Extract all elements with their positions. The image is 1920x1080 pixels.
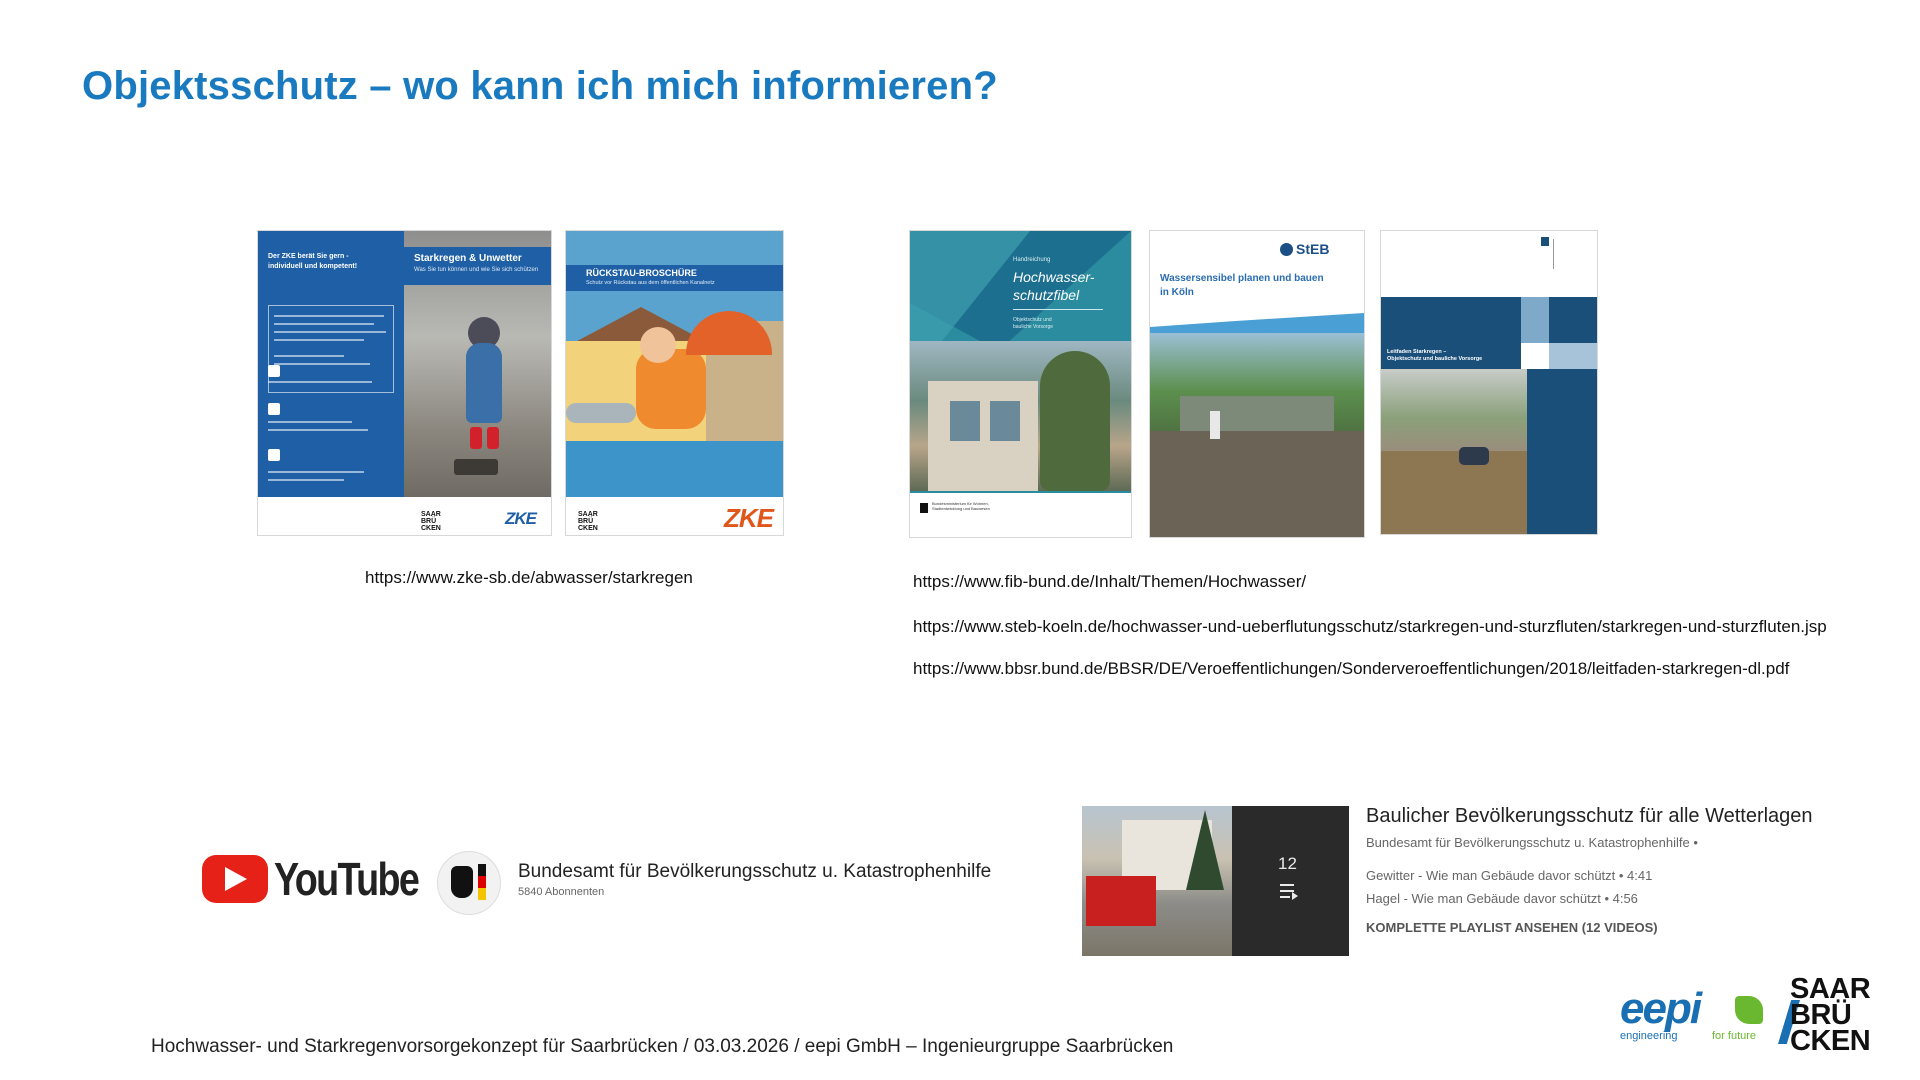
child-figure — [466, 343, 502, 423]
federal-eagle-icon — [451, 866, 473, 898]
saarbruecken-logo: SAAR BRÜ CKEN — [578, 511, 598, 532]
playlist-icon — [1292, 892, 1298, 900]
ministry-logo-icon — [1541, 237, 1549, 246]
cover-text-line — [274, 355, 344, 357]
eepi-tagline: for future — [1712, 1030, 1757, 1042]
cover-text-line — [274, 315, 384, 317]
cover-text-box — [268, 305, 394, 393]
slide-footer: Hochwasser- und Starkregenvorsorgekonzept für Saarbrücken / 03.03.2026 / eepi GmbH – Ingenieurgruppe Saarbrücken — [151, 1036, 1174, 1057]
mouse-icon — [268, 449, 280, 461]
german-flag-icon — [478, 864, 486, 900]
playlist-item[interactable]: Hagel - Wie man Gebäude davor schützt • 4:56 — [1366, 891, 1638, 906]
cover-title: Objektschutz und bauliche Vorsorge — [1387, 356, 1483, 362]
cover-subtitle: bauliche Vorsorge — [1013, 324, 1054, 330]
youtube-wordmark: YouTube — [274, 853, 419, 905]
flood-barrier — [1150, 431, 1364, 537]
worker-figure — [636, 349, 706, 429]
cover-title: Starkregen & Unwetter — [414, 253, 522, 264]
cover-subtitle: Schutz vor Rückstau aus dem öffentlichen Kanalnetz — [586, 280, 715, 286]
phone-icon — [268, 403, 280, 415]
playlist-icon — [1280, 896, 1290, 898]
cover-graphic — [1549, 297, 1597, 343]
cover-title: Hochwasser- — [1013, 269, 1095, 285]
cover-wave-graphic — [1150, 313, 1364, 333]
saarbruecken-logo: SAAR BRÜ CKEN — [1790, 973, 1871, 1057]
chat-icon — [268, 365, 280, 377]
zke-starkregen-cover — [258, 231, 551, 535]
cover-footer — [910, 493, 1131, 537]
fire-truck — [1086, 876, 1156, 926]
car — [1459, 447, 1489, 465]
cover-text-line — [274, 323, 374, 325]
cover-graphic — [1521, 297, 1549, 343]
link-steb-koeln[interactable]: https://www.steb-koeln.de/hochwasser-und-ueberflutungsschutz/starkregen-und-sturzfluten/starkregen-und-sturzfluten.jsp — [913, 617, 1827, 636]
cover-text-line — [274, 339, 364, 341]
eepi-tagline: engineering — [1620, 1030, 1678, 1042]
link-zke[interactable]: https://www.zke-sb.de/abwasser/starkregen — [365, 568, 693, 587]
steb-cover — [1150, 231, 1364, 537]
federal-eagle-icon — [920, 503, 928, 513]
steb-logo: StEB — [1280, 241, 1329, 257]
eepi-logo: eepi — [1620, 984, 1701, 1033]
cover-subtitle: Was Sie tun können und wie Sie sich schützen — [414, 267, 539, 273]
link-bbsr[interactable]: https://www.bbsr.bund.de/BBSR/DE/Veroeffentlichungen/Sonderveroeffentlichungen/2018/leitfaden-starkregen-dl.pdf — [913, 659, 1790, 678]
worker-head — [640, 327, 676, 363]
cover-subtitle: Objektschutz und — [1013, 317, 1052, 323]
leaf-icon — [1735, 996, 1763, 1024]
building-window — [990, 401, 1020, 441]
flood-water — [1381, 451, 1527, 534]
building-facade — [928, 381, 1038, 491]
cover-graphic — [1549, 343, 1597, 369]
saarbruecken-logo: SAAR BRÜ CKEN — [421, 511, 441, 532]
playlist-overlay — [1232, 806, 1349, 956]
slide-title: Objektsschutz – wo kann ich mich informieren? — [82, 64, 998, 108]
tree — [1040, 351, 1110, 491]
cover-title: Leitfaden Starkregen – — [1387, 349, 1447, 355]
playlist-item[interactable]: Gewitter - Wie man Gebäude davor schützt • 4:41 — [1366, 868, 1653, 883]
cover-title: Wassersensibel planen und bauen — [1160, 273, 1324, 284]
channel-name[interactable]: Bundesamt für Bevölkerungsschutz u. Katastrophenhilfe — [518, 861, 992, 882]
subscriber-count: 5840 Abonnenten — [518, 886, 605, 898]
cover-title: schutzfibel — [1013, 287, 1080, 303]
hochwasserschutzfibel-cover — [910, 231, 1131, 537]
person-figure — [1210, 411, 1220, 439]
playlist-thumbnail[interactable] — [1082, 806, 1349, 956]
cover-text-line — [274, 331, 386, 333]
view-full-playlist-link[interactable]: KOMPLETTE PLAYLIST ANSEHEN (12 VIDEOS) — [1366, 920, 1658, 935]
bbsr-leitfaden-cover — [1381, 231, 1597, 534]
cover-text-line — [268, 429, 368, 431]
play-triangle-icon — [225, 867, 247, 891]
red-boot — [470, 427, 482, 449]
cover-title: in Köln — [1160, 287, 1194, 298]
street-drain — [454, 459, 498, 475]
red-boot — [487, 427, 499, 449]
link-fib-bund[interactable]: https://www.fib-bund.de/Inhalt/Themen/Hochwasser/ — [913, 572, 1307, 591]
playlist-channel[interactable]: Bundesamt für Bevölkerungsschutz u. Katastrophenhilfe • — [1366, 835, 1698, 850]
cover-text-line — [268, 421, 352, 423]
cover-text: individuell und kompetent! — [268, 263, 358, 270]
playlist-video-count: 12 — [1278, 854, 1297, 873]
playlist-icon — [1280, 884, 1294, 886]
playlist-title[interactable]: Baulicher Bevölkerungsschutz für alle Wetterlagen — [1366, 805, 1813, 827]
zke-logo: ZKE — [505, 509, 536, 528]
cover-divider — [1013, 309, 1103, 310]
cover-kicker: Handreichung — [1013, 257, 1051, 263]
building-window — [950, 401, 980, 441]
cover-text: Der ZKE berät Sie gern - — [268, 253, 349, 260]
cover-title: RÜCKSTAU-BROSCHÜRE — [586, 268, 697, 278]
ministry-name: Bundesministerium für Wohnen, Stadtentwicklung und Bauwesen — [932, 501, 990, 511]
ministry-header — [1553, 239, 1597, 269]
cover-text-line — [268, 381, 372, 383]
sewer-pipe — [566, 403, 636, 423]
cover-text-line — [268, 471, 364, 473]
cover-text-line — [268, 479, 344, 481]
zke-rueckstau-cover — [566, 231, 783, 535]
zke-logo: ZKE — [724, 503, 773, 533]
cover-text-line — [274, 363, 370, 365]
cover-graphic — [1527, 369, 1597, 534]
water-illustration — [566, 441, 783, 497]
